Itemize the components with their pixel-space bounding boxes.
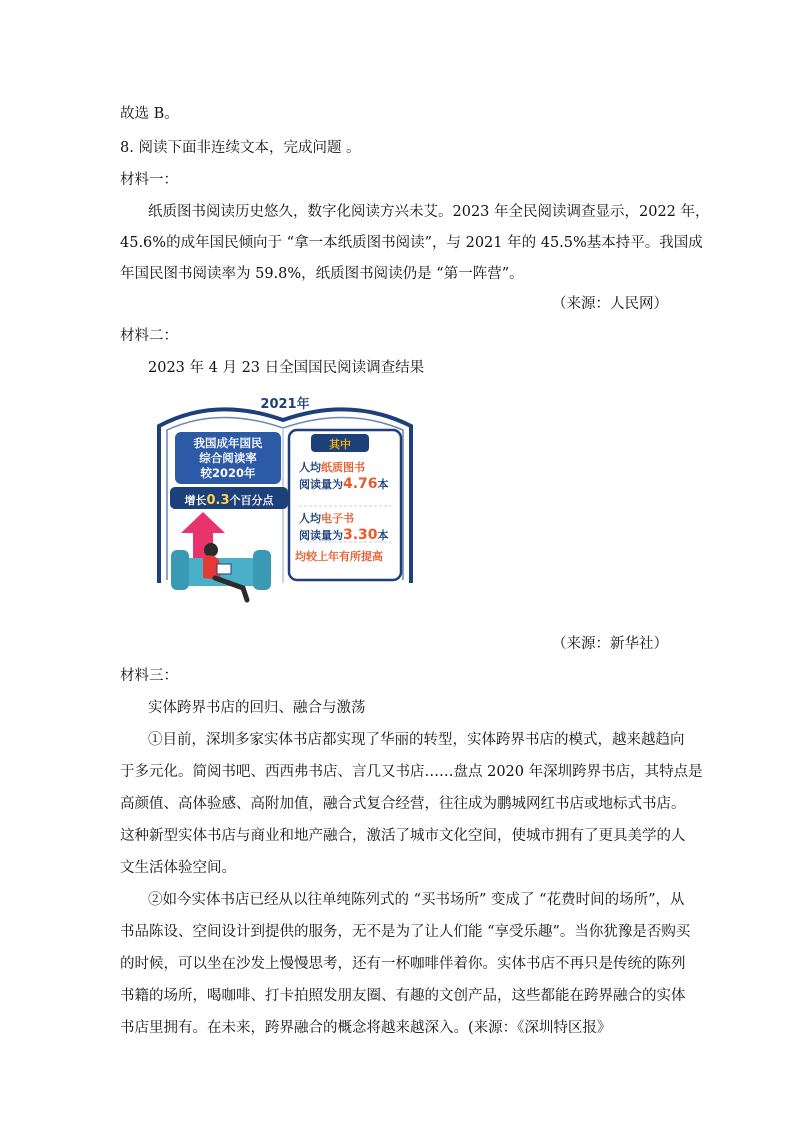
- left-panel-line-3: 较2020年: [200, 466, 256, 480]
- infographic-year: 2021年: [260, 397, 310, 412]
- material-3-text: 于多元化。简阅书吧、西西弗书店、言几又书店……盘点 2020 年深圳跨界书店，其特点是: [120, 764, 703, 780]
- material-2-source: （来源：新华社）: [552, 636, 668, 652]
- paper-book-line-1: 人均纸质图书: [299, 461, 365, 474]
- material-1-text: 纸质图书阅读历史悠久，数字化阅读方兴未艾。2023 年全民阅读调查显示，2022 年，: [148, 204, 710, 220]
- material-1-text: 45.6%的成年国民倾向于 “拿一本纸质图书阅读”，与 2021 年的 45.5%基本持平。我国成: [120, 235, 703, 251]
- question-line: 8. 阅读下面非连续文本，完成问题 。: [120, 140, 361, 156]
- material-3-text: 书店里拥有。在未来，跨界融合的概念将越来越深入。(来源：《深圳特区报》: [120, 1020, 612, 1036]
- material-3-text: 这种新型实体书店与商业和地产融合，激活了城市文化空间，使城市拥有了更具美学的人: [120, 828, 686, 844]
- ebook-line-1: 人均电子书: [299, 512, 354, 525]
- ebook-line-2: 阅读量为3.30本: [299, 527, 389, 543]
- material-2-caption: 2023 年 4 月 23 日全国国民阅读调查结果: [148, 360, 425, 376]
- material-3-text: 书籍的场所，喝咖啡、打卡拍照发朋友圈、有趣的文创产品，这些都能在跨界融合的实体: [120, 988, 686, 1004]
- material-1-text: 年国民图书阅读率为 59.8%，纸质图书阅读仍是 “第一阵营”。: [120, 266, 524, 282]
- answer-line: 故选 B。: [120, 106, 179, 122]
- both-increased-label: 均较上年有所提高: [295, 550, 383, 563]
- qizhong-label: 其中: [329, 438, 351, 451]
- material-3-subtitle: 实体跨界书店的回归、融合与激荡: [148, 700, 366, 716]
- increase-label: 增长0.3个百分点: [184, 493, 274, 508]
- material-2-title: 材料二：: [120, 328, 178, 344]
- material-3-text: 的时候，可以坐在沙发上慢慢思考，还有一杯咖啡伴着你。实体书店不再只是传统的陈列: [120, 956, 686, 972]
- material-1-source: （来源：人民网）: [552, 296, 668, 312]
- reading-survey-infographic: [155, 388, 415, 613]
- material-3-text: 文生活体验空间。: [120, 860, 236, 876]
- material-3-text: ②如今实体书店已经从以往单纯陈列式的 “买书场所” 变成了 “花费时间的场所”，从: [148, 892, 685, 908]
- material-1-title: 材料一：: [120, 172, 178, 188]
- left-panel-line-1: 我国成年国民: [193, 436, 263, 450]
- material-3-title: 材料三：: [120, 668, 178, 684]
- left-panel-line-2: 综合阅读率: [199, 451, 257, 465]
- paper-book-line-2: 阅读量为4.76本: [299, 476, 389, 492]
- material-3-text: ①目前，深圳多家实体书店都实现了华丽的转型，实体跨界书店的模式，越来越趋向: [148, 732, 685, 748]
- material-3-text: 书品陈设、空间设计到提供的服务，无不是为了让人们能 “享受乐趣”。当你犹豫是否购买: [120, 924, 691, 940]
- material-3-text: 高颜值、高体验感、高附加值，融合式复合经营，往往成为鹏城网红书店或地标式书店。: [120, 796, 686, 812]
